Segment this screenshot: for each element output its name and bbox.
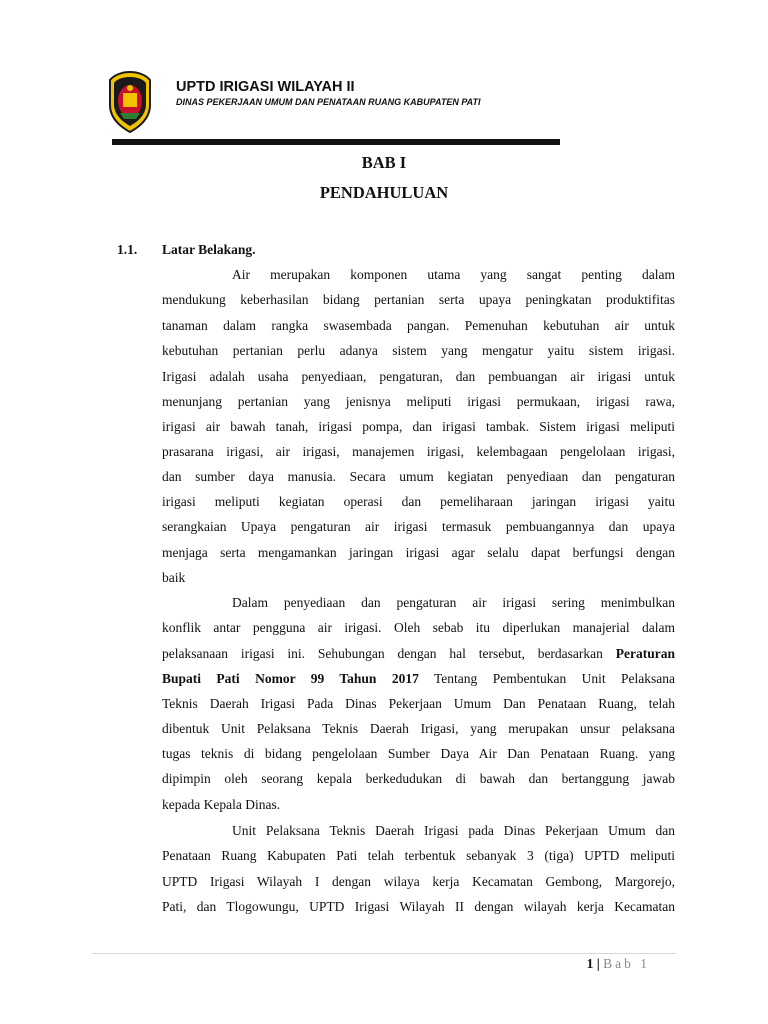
- footer-divider: [92, 953, 676, 954]
- paragraph-line: prasarana irigasi, air irigasi, manajemen irigasi, kelembagaan pengelolaan irigasi,: [162, 444, 675, 459]
- chapter-label: BAB I: [361, 153, 407, 172]
- paragraph-line: Air merupakan komponen utama yang sangat penting dalam: [232, 267, 675, 282]
- paragraph-line: UPTD Irigasi Wilayah I dengan wilaya kerja Kecamatan Gembong, Margorejo,: [162, 874, 675, 889]
- paragraph-line: kebutuhan pertanian perlu adanya sistem yang mengatur yaitu sistem irigasi.: [162, 343, 675, 358]
- regulation-reference: Peraturan: [615, 646, 675, 661]
- paragraph-line: dipimpin oleh seorang kepala berkedudukan di bawah dan bertanggung jawab: [162, 771, 675, 786]
- organization-title: UPTD IRIGASI WILAYAH II: [176, 79, 355, 95]
- footer-separator: |: [596, 956, 600, 971]
- pati-regency-crest-icon: [108, 71, 152, 133]
- paragraph-line: serangkaian Upaya pengaturan air irigasi termasuk pembuangannya dan upaya: [162, 519, 675, 534]
- section-number: 1.1.: [117, 242, 138, 257]
- paragraph-line: Teknis Daerah Irigasi Pada Dinas Pekerjaan Umum Dan Penataan Ruang, telah: [162, 696, 675, 711]
- page-footer: [587, 956, 650, 972]
- paragraph-line: menjaga serta mengamankan jaringan irigasi agar selalu dapat berfungsi dengan: [162, 545, 675, 560]
- paragraph-line: Dalam penyediaan dan pengaturan air irigasi sering menimbulkan: [232, 595, 675, 610]
- paragraph-text: Tentang Pembentukan Unit Pelaksana: [418, 671, 675, 686]
- paragraph-line: [162, 646, 675, 662]
- paragraph-text: pelaksanaan irigasi ini. Sehubungan dengan hal tersebut, berdasarkan: [162, 646, 616, 661]
- organization-subtitle: DINAS PEKERJAAN UMUM DAN PENATAAN RUANG KABUPATEN PATI: [176, 97, 481, 107]
- footer-chapter: Bab 1: [603, 956, 650, 971]
- page-number: 1: [586, 956, 594, 971]
- paragraph-line: Penataan Ruang Kabupaten Pati telah terbentuk sebanyak 3 (tiga) UPTD meliputi: [162, 848, 675, 863]
- paragraph-line: tanaman dalam rangka swasembada pangan. Pemenuhan kebutuhan air untuk: [162, 318, 675, 333]
- paragraph-line: dan sumber daya manusia. Secara umum kegiatan penyediaan dan pengaturan: [162, 469, 675, 484]
- paragraph-line: Pati, dan Tlogowungu, UPTD Irigasi Wilayah II dengan wilayah kerja Kecamatan: [162, 899, 675, 914]
- section-title: Latar Belakang.: [162, 242, 256, 257]
- paragraph-line: tugas teknis di bidang pengelolaan Sumber Daya Air Dan Penataan Ruang. yang: [162, 746, 675, 761]
- paragraph-line: Unit Pelaksana Teknis Daerah Irigasi pada Dinas Pekerjaan Umum dan: [232, 823, 675, 838]
- paragraph-line: Irigasi adalah usaha penyediaan, pengaturan, dan pembuangan air irigasi untuk: [162, 369, 675, 384]
- paragraph-line: konflik antar pengguna air irigasi. Oleh sebab itu diperlukan manajerial dalam: [162, 620, 675, 635]
- chapter-title: PENDAHULUAN: [319, 183, 449, 202]
- header-divider: [112, 139, 560, 145]
- paragraph-line: baik: [162, 570, 186, 585]
- paragraph-line: irigasi meliputi kegiatan operasi dan pemeliharaan jaringan irigasi yaitu: [162, 494, 675, 509]
- paragraph-line: kepada Kepala Dinas.: [162, 797, 281, 812]
- paragraph-line: menunjang pertanian yang jenisnya meliputi irigasi permukaan, irigasi rawa,: [162, 394, 675, 409]
- regulation-reference: Bupati Pati Nomor 99 Tahun 2017: [162, 671, 419, 686]
- paragraph-line: [162, 671, 675, 687]
- paragraph-line: mendukung keberhasilan bidang pertanian serta upaya peningkatan produktifitas: [162, 292, 675, 307]
- paragraph-line: irigasi air bawah tanah, irigasi pompa, dan irigasi tambak. Sistem irigasi meliputi: [162, 419, 675, 434]
- paragraph-line: dibentuk Unit Pelaksana Teknis Daerah Irigasi, yang merupakan unsur pelaksana: [162, 721, 675, 736]
